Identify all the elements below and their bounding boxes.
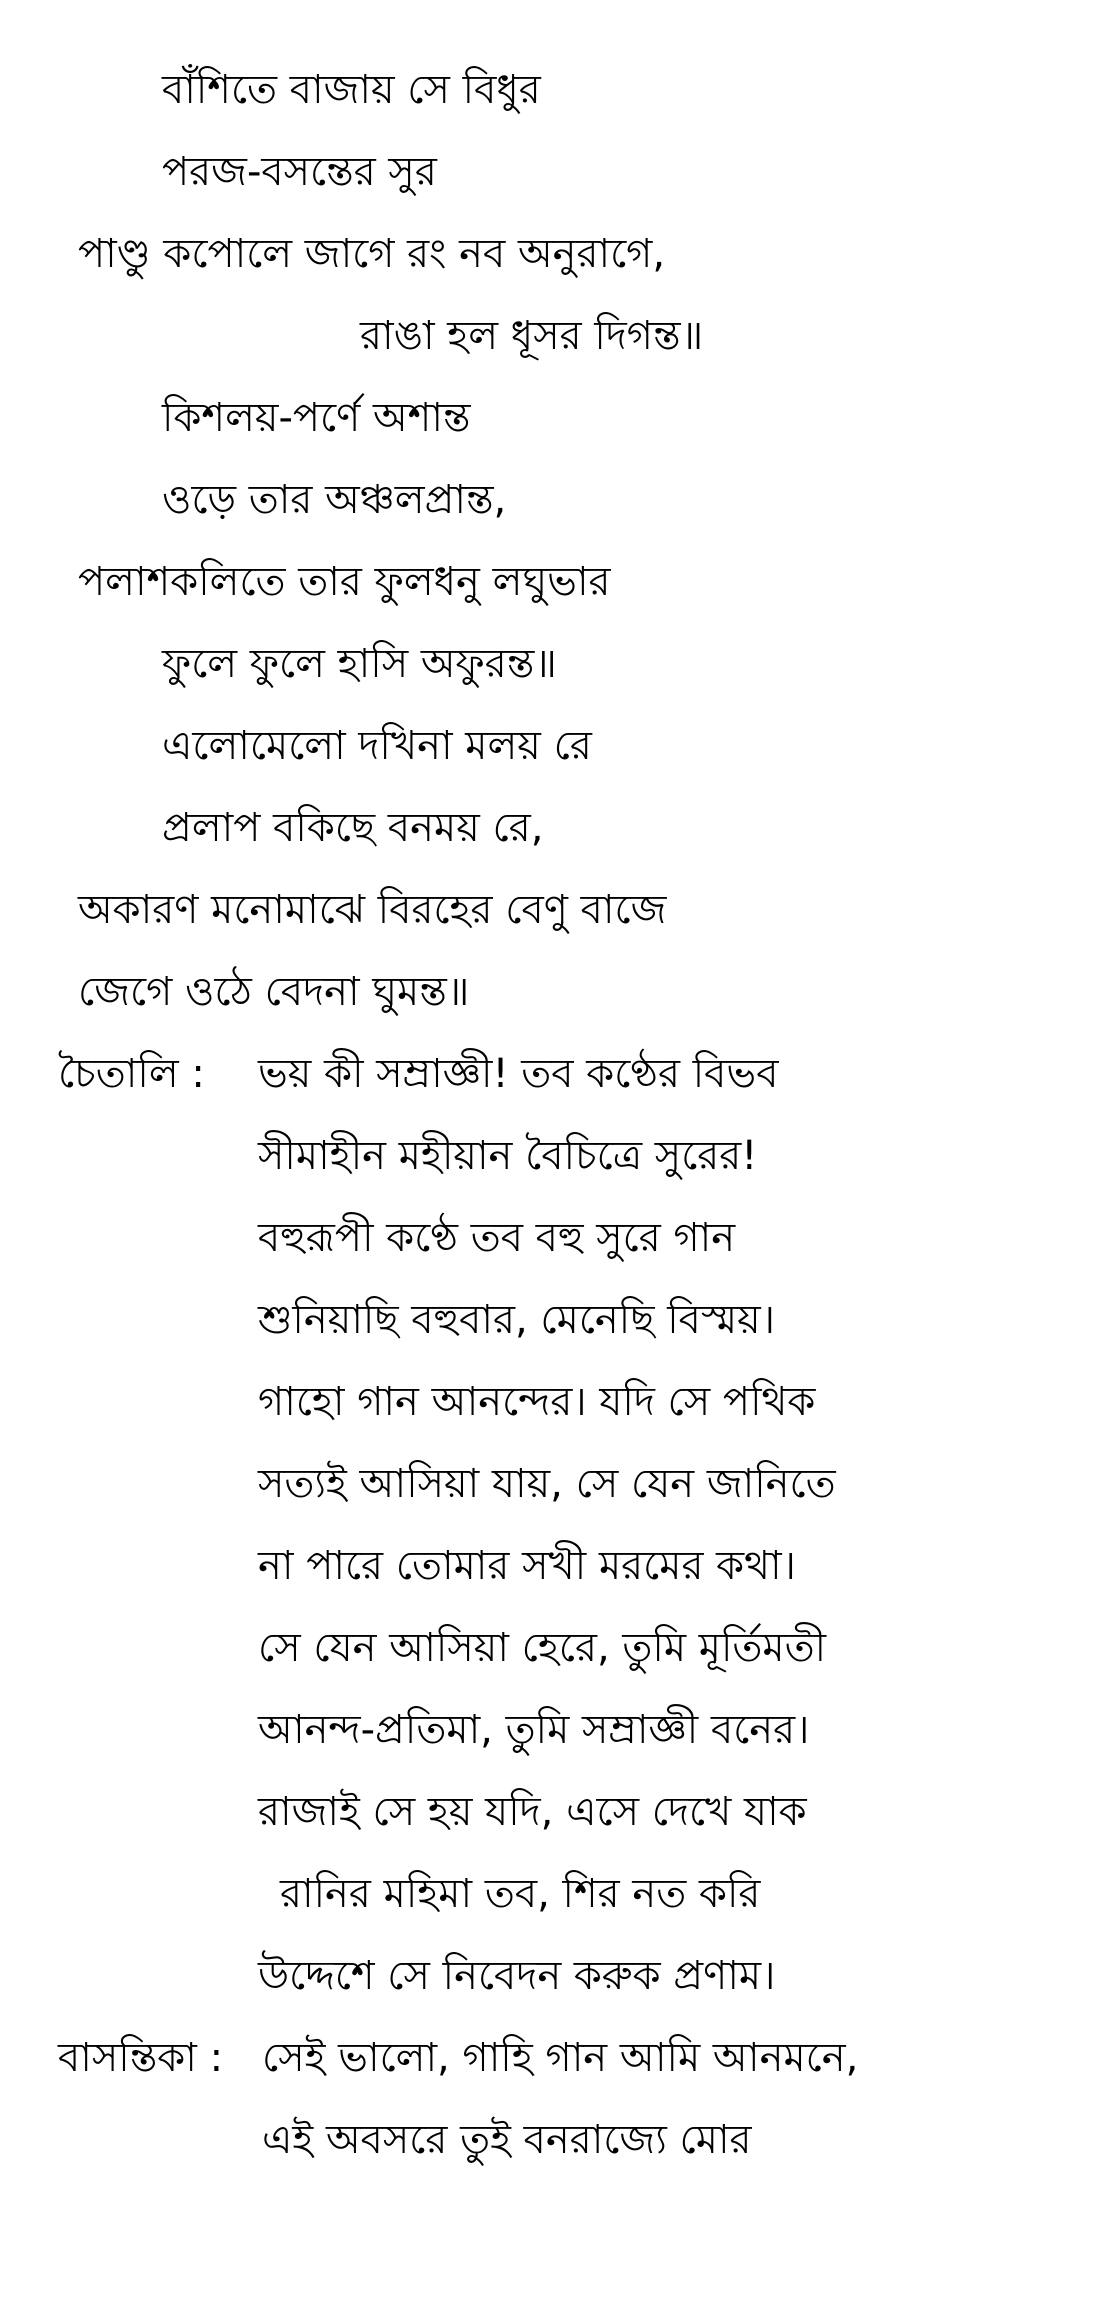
song-line: এলোমেলো দখিনা মলয় রে — [162, 723, 592, 769]
dialogue-line: রাজাই সে হয় যদি, এসে দেখে যাক — [258, 1789, 807, 1835]
dialogue-line: ভয় কী সম্রাজ্ঞী! তব কণ্ঠের বিভব — [258, 1051, 779, 1097]
song-line: পলাশকলিতে তার ফুলধনু লঘুভার — [78, 559, 611, 605]
dialogue-line: এই অবসরে তুই বনরাজ্যে মোর — [262, 2117, 752, 2163]
dialogue-line: রানির মহিমা তব, শির নত করি — [280, 1871, 761, 1917]
song-line: ফুলে ফুলে হাসি অফুরন্ত॥ — [162, 641, 557, 687]
dialogue-line: সত্যই আসিয়া যায়, সে যেন জানিতে — [258, 1461, 836, 1507]
dialogue-line: গাহো গান আনন্দের। যদি সে পথিক — [258, 1379, 816, 1425]
dialogue-line: সে যেন আসিয়া হেরে, তুমি মূর্তিমতী — [258, 1625, 827, 1671]
dialogue-line: বহুরূপী কণ্ঠে তব বহু সুরে গান — [258, 1215, 736, 1261]
song-line: অকারণ মনোমাঝে বিরহের বেণু বাজে — [78, 887, 667, 933]
song-line: ওড়ে তার অঞ্চলপ্রান্ত, — [162, 477, 507, 523]
speaker-basantika: বাসন্তিকা : — [58, 2035, 224, 2081]
song-line: রাঙা হল ধূসর দিগন্ত॥ — [360, 313, 704, 359]
song-line: বাঁশিতে বাজায় সে বিধুর — [162, 67, 541, 113]
speaker-chaitali: চৈতালি : — [58, 1051, 205, 1097]
song-line: পাণ্ডু কপোলে জাগে রং নব অনুরাগে, — [78, 231, 666, 277]
song-line: প্রলাপ বকিছে বনময় রে, — [162, 805, 544, 851]
song-line: পরজ-বসন্তের সুর — [162, 149, 437, 195]
dialogue-line: উদ্দেশে সে নিবেদন করুক প্রণাম। — [258, 1953, 776, 1999]
song-line: কিশলয়-পর্ণে অশান্ত — [162, 395, 471, 441]
dialogue-line: আনন্দ-প্রতিমা, তুমি সম্রাজ্ঞী বনের। — [258, 1707, 810, 1753]
dialogue-line: সীমাহীন মহীয়ান বৈচিত্রে সুরের! — [258, 1133, 758, 1179]
song-line: জেগে ওঠে বেদনা ঘুমন্ত॥ — [78, 969, 470, 1015]
dialogue-line: না পারে তোমার সখী মরমের কথা। — [258, 1543, 796, 1589]
dialogue-line: শুনিয়াছি বহুবার, মেনেছি বিস্ময়। — [258, 1297, 776, 1343]
dialogue-line: সেই ভালো, গাহি গান আমি আনমনে, — [262, 2035, 859, 2081]
